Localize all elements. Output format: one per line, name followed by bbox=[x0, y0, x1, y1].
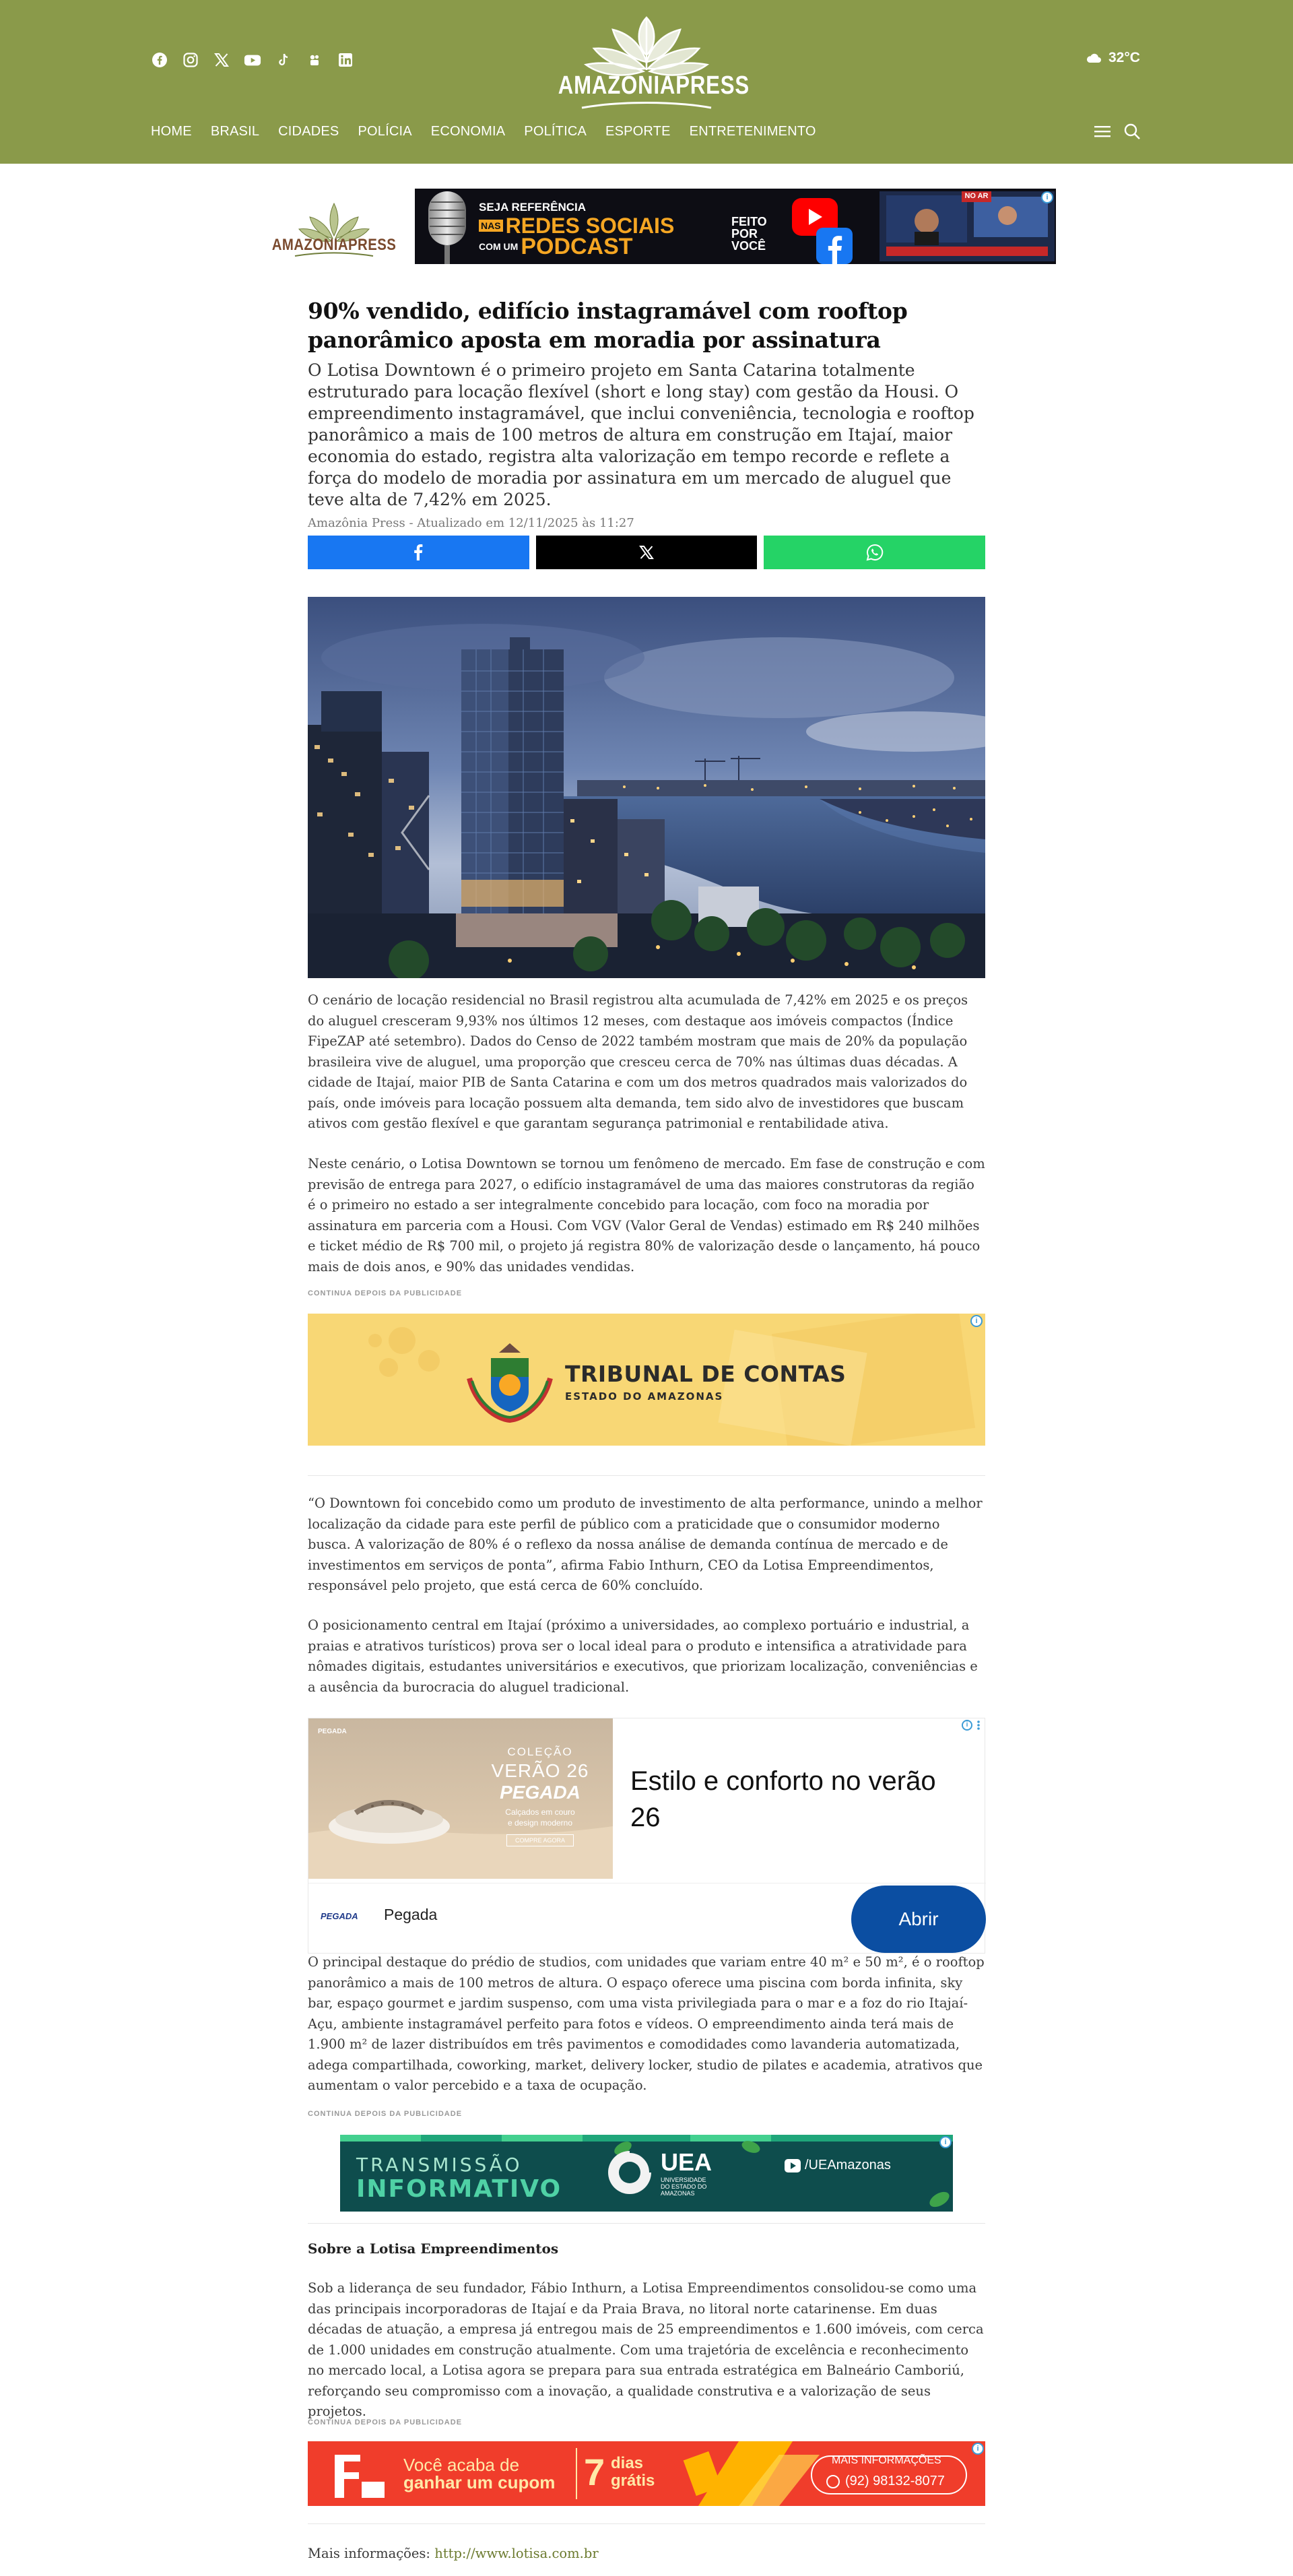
article-lead: O Lotisa Downtown é o primeiro projeto em Santa Catarina totalmente estruturado para locação flexível (short e long stay) com gestão da Housi. O empreendimento instagramável, que inclui conveniência, tecnologia e rooftop panorâmico a mais de 100 metros de altura em construção em Itajaí, maior economia do estado, registra alta valorização em tempo recorde e reflete a força do modelo de moradia por assinatura em um mercado de aluguel que teve alta de 7,42% em 2025. bbox=[308, 360, 974, 509]
pegada-open-button[interactable]: Abrir bbox=[851, 1886, 986, 1953]
share-x-button[interactable] bbox=[536, 536, 758, 569]
pegada-small2: e design moderno bbox=[507, 1818, 573, 1828]
divider bbox=[308, 2223, 985, 2224]
ad-podcast-panel bbox=[415, 189, 1056, 264]
uea-line2: INFORMATIVO bbox=[356, 2175, 562, 2203]
whatsapp-icon bbox=[866, 544, 884, 561]
pegada-ad-image[interactable] bbox=[308, 1718, 613, 1879]
article-paragraph-3: “O Downtown foi concebido como um produto de investimento de alta performance, unindo a melhor localização da cidade para este perfil de público com a praticidade que o consumidor moderno busca. A valorização de 80% é o reflexo da nossa análise de demanda contínua de mercado e de investimentos em serviços de ponta”, afirma Fabio Inthurn, CEO da Lotisa Empreendimentos, responsável pelo projeto, que está cerca de 60% concluído. bbox=[308, 1495, 983, 1593]
uea-logo-text: UEA bbox=[661, 2148, 712, 2176]
ad-info-icon[interactable]: i bbox=[970, 1315, 983, 1327]
cupom-line2: ganhar um cupom bbox=[403, 2472, 556, 2492]
tce-ad[interactable] bbox=[308, 1314, 985, 1446]
uea-uni1: UNIVERSIDADE bbox=[661, 2177, 706, 2183]
social-links bbox=[151, 51, 354, 69]
pegada-compre-button[interactable]: COMPRE AGORA bbox=[506, 1834, 574, 1846]
ad-brand-text: AMAZONIAPRESS bbox=[271, 236, 397, 254]
cupom-more: MAIS INFORMAÇÕES bbox=[832, 2455, 941, 2466]
nav-item-brasil[interactable]: BRASIL bbox=[210, 124, 260, 139]
ad-label: CONTINUA DEPOIS DA PUBLICIDADE bbox=[308, 2418, 463, 2426]
nav-item-politica[interactable]: POLÍTICA bbox=[524, 124, 587, 139]
youtube-icon[interactable] bbox=[244, 51, 261, 69]
divider bbox=[308, 2523, 985, 2524]
nav-item-economia[interactable]: ECONOMIA bbox=[430, 124, 506, 139]
adchoices[interactable] bbox=[962, 1720, 981, 1731]
article-paragraph-6: Sob a liderança de seu fundador, Fábio Inthurn, a Lotisa Empreendimentos consolidou-se como uma das principais incorporadoras de Itajaí e da Praia Brava, no litoral norte catarinense. Em duas décadas de atuação, a empresa já entregou mais de 25 empreendimentos e 1.600 imóveis, com cerca de 1.000 unidades em construção atualmente. Com uma trajetória de excelência e reconhecimento no mercado local, a Lotisa agora se prepara para sua entrada estratégica em Balneário Camboriú, reforçando seu compromisso com a inovação, a qualidade construtiva e a valorização de seus projetos. bbox=[308, 2280, 984, 2419]
uea-uni3: AMAZONAS bbox=[661, 2190, 695, 2197]
nav-item-esporte[interactable]: ESPORTE bbox=[605, 124, 671, 139]
x-icon[interactable] bbox=[213, 51, 230, 69]
nav-item-policia[interactable]: POLÍCIA bbox=[358, 124, 412, 139]
top-banner-ad[interactable] bbox=[253, 189, 1056, 264]
search-icon[interactable] bbox=[1123, 123, 1141, 140]
ad-info-icon[interactable]: i bbox=[939, 2136, 952, 2148]
hamburger-menu-icon[interactable] bbox=[1094, 124, 1111, 139]
pegada-verao: VERÃO 26 bbox=[491, 1760, 589, 1781]
ad-voce: VOCÊ bbox=[731, 239, 766, 253]
section-subhead: Sobre a Lotisa Empreendimentos bbox=[308, 2241, 559, 2257]
site-logo[interactable] bbox=[539, 8, 754, 113]
pegada-ad[interactable] bbox=[308, 1718, 985, 1954]
instagram-icon[interactable] bbox=[182, 51, 199, 69]
uea-uni2: DO ESTADO DO bbox=[661, 2183, 707, 2190]
share-buttons bbox=[308, 536, 985, 569]
pegada-brand-big: PEGADA bbox=[500, 1782, 581, 1803]
linkedin-icon[interactable] bbox=[337, 51, 354, 69]
more-info bbox=[308, 2544, 985, 2565]
ad-info-icon[interactable]: i bbox=[972, 2443, 984, 2455]
cupom-days-num: 7 bbox=[584, 2451, 605, 2493]
article-paragraph-1: O cenário de locação residencial no Brasil registrou alta acumulada de 7,42% em 2025 e os preços do aluguel cresceram 9,93% nos últimos 12 meses, com destaque aos imóveis compactos (Índice FipeZAP até setembro). Dados do Censo de 2022 também mostram que mais de 20% da população brasileira vive de aluguel, uma proporção que cresceu cerca de 70% nas últimas duas décadas. A cidade de Itajaí, maior PIB de Santa Catarina e com um dos metros quadrados mais valorizados do país, onde imóveis para locação possuem alta demanda, tem sido alvo de investidores que buscam ativos com gestão flexível e que garantam segurança patrimonial e rentabilidade ativa. bbox=[308, 992, 968, 1131]
nav-tools bbox=[1094, 123, 1141, 140]
x-icon bbox=[638, 544, 655, 560]
ad-label: CONTINUA DEPOIS DA PUBLICIDADE bbox=[308, 1289, 463, 1297]
more-vertical-icon[interactable] bbox=[976, 1720, 981, 1731]
ad-label: CONTINUA DEPOIS DA PUBLICIDADE bbox=[308, 2110, 463, 2118]
pegada-tag: PEGADA bbox=[318, 1728, 347, 1735]
main-nav bbox=[151, 124, 835, 139]
article-byline: Amazônia Press - Atualizado em 12/11/2025 às 11:27 bbox=[308, 516, 634, 530]
cupom-days1: dias bbox=[611, 2454, 644, 2472]
ad-info-icon[interactable]: i bbox=[1041, 191, 1053, 203]
weather-widget bbox=[1086, 50, 1140, 66]
uea-ad[interactable] bbox=[340, 2135, 953, 2212]
tiktok-icon[interactable] bbox=[275, 51, 292, 69]
divider bbox=[308, 1475, 985, 1476]
ad-brand-panel bbox=[253, 189, 415, 264]
facebook-icon bbox=[413, 544, 423, 560]
nav-item-home[interactable]: HOME bbox=[151, 124, 192, 139]
ad-no-ar: NO AR bbox=[964, 192, 989, 200]
ad-line3a: COM UM bbox=[479, 241, 519, 252]
ad-line3b: PODCAST bbox=[521, 234, 633, 259]
share-facebook-button[interactable] bbox=[308, 536, 529, 569]
kwai-icon[interactable] bbox=[306, 51, 323, 69]
cupom-line1: Você acaba de bbox=[403, 2455, 520, 2475]
tce-title: TRIBUNAL DE CONTAS bbox=[565, 1361, 847, 1387]
article-paragraph-2: Neste cenário, o Lotisa Downtown se tornou um fenômeno de mercado. Em fase de construção e com previsão de entrega para 2027, o edifício instagramável de uma das maiores construtoras da região é o primeiro no estado a ser integralmente concebido para locação, com foco na moradia por assinatura em parceria com a Housi. Com VGV (Valor Geral de Vendas) estimado em R$ 240 milhões e ticket médio de R$ 700 mil, o projeto já registra 80% de valorização desde o lançamento, há pouco mais de dois anos, e 90% das unidades vendidas. bbox=[308, 1156, 985, 1275]
pegada-advertiser: Pegada bbox=[384, 1906, 438, 1923]
uea-handle: /UEAmazonas bbox=[805, 2158, 891, 2172]
cupom-days2: grátis bbox=[611, 2472, 655, 2490]
share-whatsapp-button[interactable] bbox=[764, 536, 985, 569]
cloud-icon bbox=[1086, 52, 1102, 64]
logo-text: AMAZONIAPRESS bbox=[558, 71, 750, 100]
ad-line1: SEJA REFERÊNCIA bbox=[479, 201, 587, 214]
pegada-small1: Calçados em couro bbox=[505, 1807, 575, 1817]
article-paragraph-5: O principal destaque do prédio de studios, com unidades que variam entre 40 m² e 50 m², é o rooftop panorâmico a mais de 100 metros de altura. O espaço oferece uma piscina com borda infinita, sky bar, espaço gourmet e jardim suspenso, com uma vista privilegiada para o mar e a foz do rio Itajaí-Açu, ambiente instagramável perfeito para fotos e vídeos. O empreendimento ainda terá mais de 1.900 m² de lazer distribuídos em três pavimentos e comodidades como lavanderia automatizada, adega compartilhada, coworking, market, delivery locker, studio de pilates e academia, atrativos que aumentam o valor percebido e a taxa de ocupação. bbox=[308, 1954, 985, 2093]
more-info-label: Mais informações: bbox=[308, 2546, 431, 2561]
pegada-colecao: COLEÇÃO bbox=[507, 1745, 573, 1758]
tce-crest-icon bbox=[463, 1338, 557, 1425]
ad-info-icon[interactable]: i bbox=[962, 1720, 972, 1731]
cupom-phone: (92) 98132-8077 bbox=[845, 2474, 945, 2488]
article-paragraph-4: O posicionamento central em Itajaí (próximo a universidades, ao complexo portuário e industrial, a praias e atrativos turísticos) prova ser o local ideal para o produto e intensifica a atratividade para nômades digitais, estudantes universitários e executivos, que priorizam localização, conveniências e a ausência da burocracia do aluguel tradicional. bbox=[308, 1617, 978, 1695]
nav-item-cidades[interactable]: CIDADES bbox=[278, 124, 339, 139]
ad-feito: FEITO bbox=[731, 215, 767, 228]
pegada-headline[interactable]: Estilo e conforto no verão 26 bbox=[630, 1766, 936, 1832]
tce-subtitle: ESTADO DO AMAZONAS bbox=[565, 1390, 724, 1403]
ad-por: POR bbox=[731, 227, 758, 240]
divider bbox=[576, 2448, 577, 2499]
ad-line2b: REDES SOCIAIS bbox=[505, 214, 675, 238]
uea-line1: TRANSMISSÃO bbox=[356, 2154, 523, 2176]
weather-temp: 32°C bbox=[1108, 50, 1140, 65]
site-header bbox=[0, 0, 1293, 164]
ad-line2a: NAS bbox=[479, 220, 503, 232]
pegada-logo-small: PEGADA bbox=[321, 1911, 358, 1921]
more-info-link[interactable]: http://www.lotisa.com.br bbox=[434, 2546, 599, 2561]
nav-item-entretenimento[interactable]: ENTRETENIMENTO bbox=[689, 124, 816, 139]
facebook-icon[interactable] bbox=[151, 51, 168, 69]
cupom-ad[interactable] bbox=[308, 2441, 985, 2506]
article-title: 90% vendido, edifício instagramável com rooftop panorâmico aposta em moradia por assinatura bbox=[308, 298, 908, 353]
city-skyline-photo bbox=[308, 597, 985, 978]
article-header bbox=[308, 296, 985, 530]
article-hero-image bbox=[308, 597, 985, 978]
